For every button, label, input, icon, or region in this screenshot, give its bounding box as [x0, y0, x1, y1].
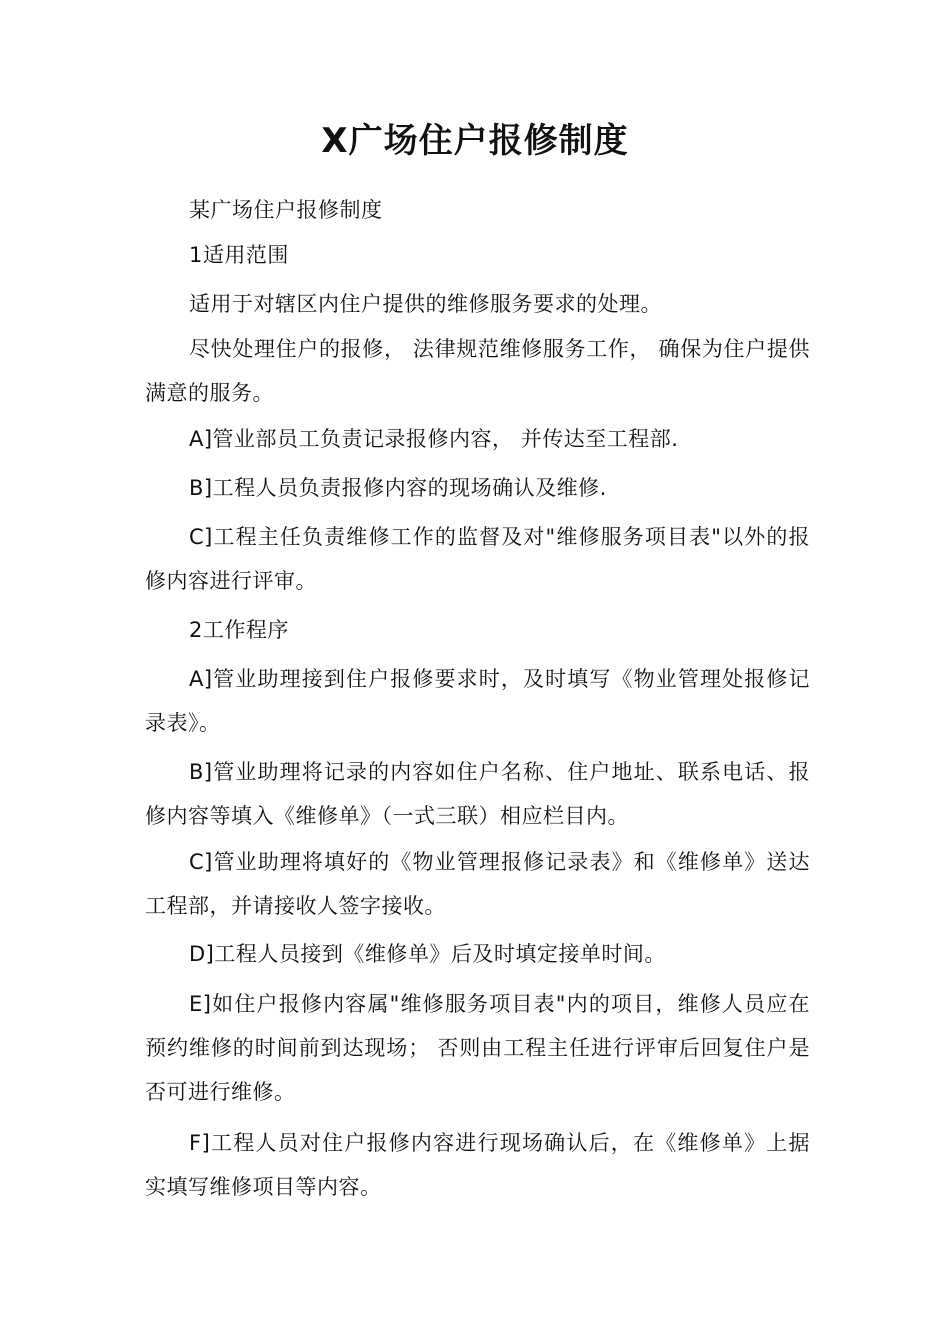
- paragraph-purpose: 尽快处理住户的报修， 法律规范维修服务工作， 确保为住户提供满意的服务。: [145, 337, 810, 405]
- paragraph-duty-c: C]工程主任负责维修工作的监督及对"维修服务项目表"以外的报修内容进行评审。: [145, 525, 810, 593]
- paragraph-step-c: C]管业助理将填好的《物业管理报修记录表》和《维修单》送达工程部，并请接收人签字接收。: [145, 850, 810, 918]
- paragraph-section-1-heading: 1适用范围: [189, 243, 289, 267]
- paragraph-duty-b: B]工程人员负责报修内容的现场确认及维修.: [189, 476, 607, 500]
- paragraph-step-d: D]工程人员接到《维修单》后及时填定接单时间。: [189, 942, 666, 966]
- paragraph-step-b: B]管业助理将记录的内容如住户名称、住户地址、联系电话、报修内容等填入《维修单》（一式三联）相应栏目内。: [145, 760, 810, 828]
- paragraph-duty-a: A]管业部员工负责记录报修内容， 并传达至工程部.: [189, 427, 679, 451]
- paragraph-subtitle: 某广场住户报修制度: [189, 198, 383, 222]
- document-title: X广场住户报修制度: [321, 121, 629, 161]
- paragraph-step-f: F]工程人员对住户报修内容进行现场确认后，在《维修单》上据实填写维修项目等内容。: [145, 1131, 810, 1199]
- paragraph-scope: 适用于对辖区内住户提供的维修服务要求的处理。: [189, 292, 662, 316]
- paragraph-section-2-heading: 2工作程序: [189, 618, 289, 642]
- paragraph-step-a: A]管业助理接到住户报修要求时，及时填写《物业管理处报修记录表》。: [145, 667, 810, 735]
- paragraph-step-e: E]如住户报修内容属"维修服务项目表"内的项目，维修人员应在预约维修的时间前到达现场； 否则由工程主任进行评审后回复住户是否可进行维修。: [145, 992, 810, 1104]
